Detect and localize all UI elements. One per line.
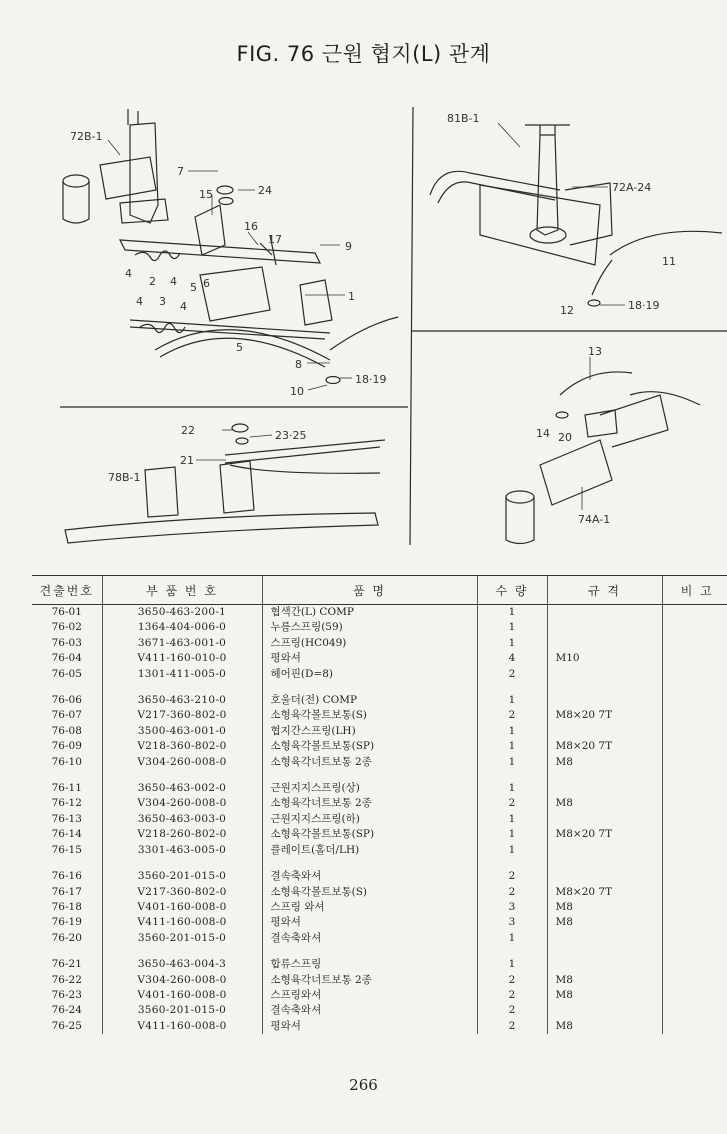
spacer-cell [32,770,102,781]
callout-label: 81B-1 [447,112,480,125]
callout-label: 78B-1 [108,471,141,484]
index-no-cell: 76-12 [51,797,82,810]
table-row [32,931,727,946]
part-no-cell: 3301-463-005-0 [102,843,262,858]
header-remarks: 비 고 [662,576,727,605]
quantity-cell: 2 [477,796,547,811]
part-name-cell: 스프링(HC049) [262,636,477,651]
index-no-cell: 76-19 [51,916,82,929]
part-no-cell: V304-260-008-0 [102,755,262,770]
part-no-cell: 1364-404-006-0 [102,620,262,635]
table-header-row [32,576,727,605]
remarks-cell [662,915,727,930]
table-row [32,988,727,1003]
spec-cell: M8×20 7T [547,885,662,900]
callout-label: 17 [268,233,282,246]
callout-label: 21 [180,454,194,467]
part-no-cell: 3650-463-004-3 [102,957,262,972]
index-no-cell: 76-25 [51,1019,82,1032]
quantity-cell: 2 [477,869,547,884]
quantity-cell: 1 [477,755,547,770]
spec-cell [547,781,662,796]
spec-cell: M8×20 7T [547,708,662,723]
callout-label: 12 [560,304,574,317]
spec-cell: M8×20 7T [547,827,662,842]
index-no-cell: 76-17 [51,885,82,898]
table-row [32,973,727,988]
quantity-cell: 2 [477,667,547,682]
callout-label: 13 [588,345,602,358]
remarks-cell [662,781,727,796]
quantity-cell: 1 [477,812,547,827]
header-spec: 규 격 [547,576,662,605]
spacer-cell [547,858,662,869]
spec-cell [547,605,662,621]
index-no-cell: 76-09 [51,740,82,753]
callout-label: 4 [170,275,177,288]
part-name-cell: 스프링와셔 [262,988,477,1003]
index-no-cell: 76-03 [51,636,82,649]
table-row [32,605,727,621]
spec-cell: M8 [547,900,662,915]
remarks-cell [662,605,727,621]
callout-label: 1 [348,290,355,303]
table-row [32,812,727,827]
callout-label: 72B-1 [70,130,103,143]
spacer-cell [477,682,547,693]
part-name-cell: 누름스프링(59) [262,620,477,635]
part-no-cell: 1301-411-005-0 [102,667,262,682]
index-no-cell: 76-16 [51,870,82,883]
remarks-cell [662,620,727,635]
callout-label: 9 [345,240,352,253]
spec-cell [547,724,662,739]
callout-label: 15 [199,188,213,201]
part-name-cell: 스프링 와셔 [262,900,477,915]
part-no-cell: V218-260-802-0 [102,827,262,842]
callout-label: 6 [203,277,210,290]
spec-cell: M8 [547,988,662,1003]
table-row [32,755,727,770]
callout-label: 20 [558,431,572,444]
part-name-cell: 근원지지스프링(하) [262,812,477,827]
part-name-cell: 소형육각너트보통 2종 [262,755,477,770]
quantity-cell: 2 [477,1019,547,1034]
part-name-cell: 헤어핀(D=8) [262,667,477,682]
spacer-cell [547,946,662,957]
table-row [32,957,727,972]
figure-title: FIG. 76 근원 협지(L) 관계 [236,42,491,66]
spacer-cell [32,946,102,957]
remarks-cell [662,973,727,988]
part-no-cell: V217-360-802-0 [102,708,262,723]
header-index-no: 견출번호 [32,576,102,605]
table-row [32,651,727,666]
index-no-cell: 76-04 [51,652,82,665]
spec-cell [547,636,662,651]
part-no-cell: 3650-463-003-0 [102,812,262,827]
quantity-cell: 1 [477,957,547,972]
table-row [32,885,727,900]
part-name-cell: 소형육각볼트보통(S) [262,885,477,900]
part-no-cell: 3650-463-210-0 [102,693,262,708]
spacer-cell [662,682,727,693]
spacer-cell [102,682,262,693]
index-no-cell: 76-01 [51,606,82,618]
exploded-diagram [0,95,727,555]
remarks-cell [662,843,727,858]
table-row [32,869,727,884]
spec-cell: M8 [547,1019,662,1034]
callout-label: 16 [244,220,258,233]
parts-list [32,575,727,1034]
callout-label: 5 [190,281,197,294]
spec-cell: M8 [547,755,662,770]
table-row [32,843,727,858]
remarks-cell [662,667,727,682]
callout-label: 22 [181,424,195,437]
remarks-cell [662,900,727,915]
callout-label: 14 [536,427,550,440]
quantity-cell: 1 [477,724,547,739]
quantity-cell: 1 [477,827,547,842]
spec-cell [547,869,662,884]
spacer-cell [262,858,477,869]
spec-cell: M8×20 7T [547,739,662,754]
table-row [32,1003,727,1018]
part-no-cell: 3650-463-200-1 [102,605,262,621]
part-no-cell: V304-260-008-0 [102,973,262,988]
quantity-cell: 1 [477,931,547,946]
quantity-cell: 2 [477,708,547,723]
part-no-cell: V304-260-008-0 [102,796,262,811]
spacer-cell [477,858,547,869]
callout-labels [70,112,676,526]
quantity-cell: 1 [477,739,547,754]
remarks-cell [662,1003,727,1018]
spec-cell: M8 [547,796,662,811]
table-row [32,708,727,723]
remarks-cell [662,755,727,770]
callout-label: 72A-24 [612,181,652,194]
part-no-cell: V411-160-008-0 [102,915,262,930]
callout-label: 4 [136,295,143,308]
remarks-cell [662,636,727,651]
part-name-cell: 합류스프링 [262,957,477,972]
table-row [32,900,727,915]
callout-label: 23·25 [275,429,307,442]
part-name-cell: 소형육각너트보통 2종 [262,796,477,811]
quantity-cell: 1 [477,605,547,621]
part-name-cell: 협지간스프링(LH) [262,724,477,739]
parts-illustration [0,95,727,555]
spacer-cell [547,770,662,781]
remarks-cell [662,724,727,739]
part-name-cell: 소형육각볼트보통(SP) [262,739,477,754]
callout-label: 5 [236,341,243,354]
page-number: 266 [349,1076,378,1094]
spec-cell: M8 [547,915,662,930]
group-spacer [32,682,727,693]
quantity-cell: 2 [477,885,547,900]
quantity-cell: 4 [477,651,547,666]
spacer-cell [662,770,727,781]
spacer-cell [262,682,477,693]
spacer-cell [662,946,727,957]
quantity-cell: 1 [477,693,547,708]
spec-cell: M10 [547,651,662,666]
part-no-cell: 3560-201-015-0 [102,1003,262,1018]
remarks-cell [662,812,727,827]
spacer-cell [477,946,547,957]
spacer-cell [102,770,262,781]
spacer-cell [547,682,662,693]
index-no-cell: 76-07 [51,709,82,722]
part-no-cell: V217-360-802-0 [102,885,262,900]
remarks-cell [662,885,727,900]
remarks-cell [662,693,727,708]
spacer-cell [32,682,102,693]
table-row [32,739,727,754]
index-no-cell: 76-02 [51,621,82,634]
part-name-cell: 결속축와셔 [262,1003,477,1018]
spec-cell [547,843,662,858]
header-part-name: 품 명 [262,576,477,605]
parts-table [32,575,727,1034]
index-no-cell: 76-18 [51,900,82,913]
spacer-cell [477,770,547,781]
quantity-cell: 1 [477,781,547,796]
index-no-cell: 76-05 [51,667,82,680]
spec-cell [547,667,662,682]
index-no-cell: 76-15 [51,843,82,856]
part-no-cell: V411-160-008-0 [102,1019,262,1034]
part-no-cell: 3500-463-001-0 [102,724,262,739]
remarks-cell [662,651,727,666]
spec-cell [547,1003,662,1018]
part-no-cell: 3650-463-002-0 [102,781,262,796]
remarks-cell [662,827,727,842]
index-no-cell: 76-21 [51,958,82,971]
index-no-cell: 76-20 [51,931,82,944]
quantity-cell: 1 [477,636,547,651]
part-name-cell: 호울더(전) COMP [262,693,477,708]
index-no-cell: 76-23 [51,988,82,1001]
spec-cell [547,957,662,972]
spec-cell [547,693,662,708]
spacer-cell [102,946,262,957]
remarks-cell [662,869,727,884]
remarks-cell [662,931,727,946]
callout-label: 2 [149,275,156,288]
table-row [32,636,727,651]
header-part-no: 부 품 번 호 [102,576,262,605]
remarks-cell [662,708,727,723]
index-no-cell: 76-22 [51,973,82,986]
part-name-cell: 근원지지스프링(상) [262,781,477,796]
remarks-cell [662,988,727,1003]
index-no-cell: 76-10 [51,755,82,768]
part-name-cell: 협색간(L) COMP [262,605,477,621]
callout-label: 11 [662,255,676,268]
index-no-cell: 76-24 [51,1004,82,1017]
table-row [32,724,727,739]
part-name-cell: 플레이트(홀더/LH) [262,843,477,858]
index-no-cell: 76-14 [51,828,82,841]
table-row [32,1019,727,1034]
callout-label: 4 [180,300,187,313]
table-row [32,667,727,682]
table-row [32,796,727,811]
callout-label: 3 [159,295,166,308]
table-row [32,781,727,796]
part-name-cell: 결속축와셔 [262,869,477,884]
remarks-cell [662,957,727,972]
callout-label: 7 [177,165,184,178]
spec-cell: M8 [547,973,662,988]
remarks-cell [662,739,727,754]
table-row [32,915,727,930]
spacer-cell [32,858,102,869]
spacer-cell [662,858,727,869]
table-row [32,827,727,842]
part-name-cell: 결속축와셔 [262,931,477,946]
quantity-cell: 2 [477,1003,547,1018]
group-spacer [32,858,727,869]
spec-cell [547,620,662,635]
part-no-cell: 3560-201-015-0 [102,869,262,884]
spec-cell [547,812,662,827]
quantity-cell: 3 [477,915,547,930]
callout-label: 74A-1 [578,513,611,526]
part-no-cell: V401-160-008-0 [102,900,262,915]
group-spacer [32,946,727,957]
remarks-cell [662,796,727,811]
part-name-cell: 소형육각볼트보통(S) [262,708,477,723]
header-quantity: 수 량 [477,576,547,605]
part-name-cell: 소형육각너트보통 2종 [262,973,477,988]
callout-label: 18·19 [355,373,387,386]
part-no-cell: V218-360-802-0 [102,739,262,754]
spec-cell [547,931,662,946]
quantity-cell: 2 [477,988,547,1003]
index-no-cell: 76-11 [51,782,82,795]
quantity-cell: 1 [477,620,547,635]
callout-label: 8 [295,358,302,371]
table-row [32,693,727,708]
part-no-cell: 3560-201-015-0 [102,931,262,946]
callout-label: 10 [290,385,304,398]
index-no-cell: 76-08 [51,724,82,737]
spacer-cell [262,946,477,957]
part-name-cell: 평와셔 [262,915,477,930]
part-name-cell: 평와셔 [262,651,477,666]
callout-label: 24 [258,184,272,197]
index-no-cell: 76-06 [51,694,82,707]
part-name-cell: 소형육각볼트보통(SP) [262,827,477,842]
quantity-cell: 3 [477,900,547,915]
part-no-cell: V401-160-008-0 [102,988,262,1003]
table-body [32,605,727,1035]
group-spacer [32,770,727,781]
quantity-cell: 1 [477,843,547,858]
remarks-cell [662,1019,727,1034]
part-no-cell: 3671-463-001-0 [102,636,262,651]
part-name-cell: 평와셔 [262,1019,477,1034]
index-no-cell: 76-13 [51,812,82,825]
spacer-cell [262,770,477,781]
table-row [32,620,727,635]
callout-label: 18·19 [628,299,660,312]
part-no-cell: V411-160-010-0 [102,651,262,666]
spacer-cell [102,858,262,869]
callout-label: 4 [125,267,132,280]
quantity-cell: 2 [477,973,547,988]
